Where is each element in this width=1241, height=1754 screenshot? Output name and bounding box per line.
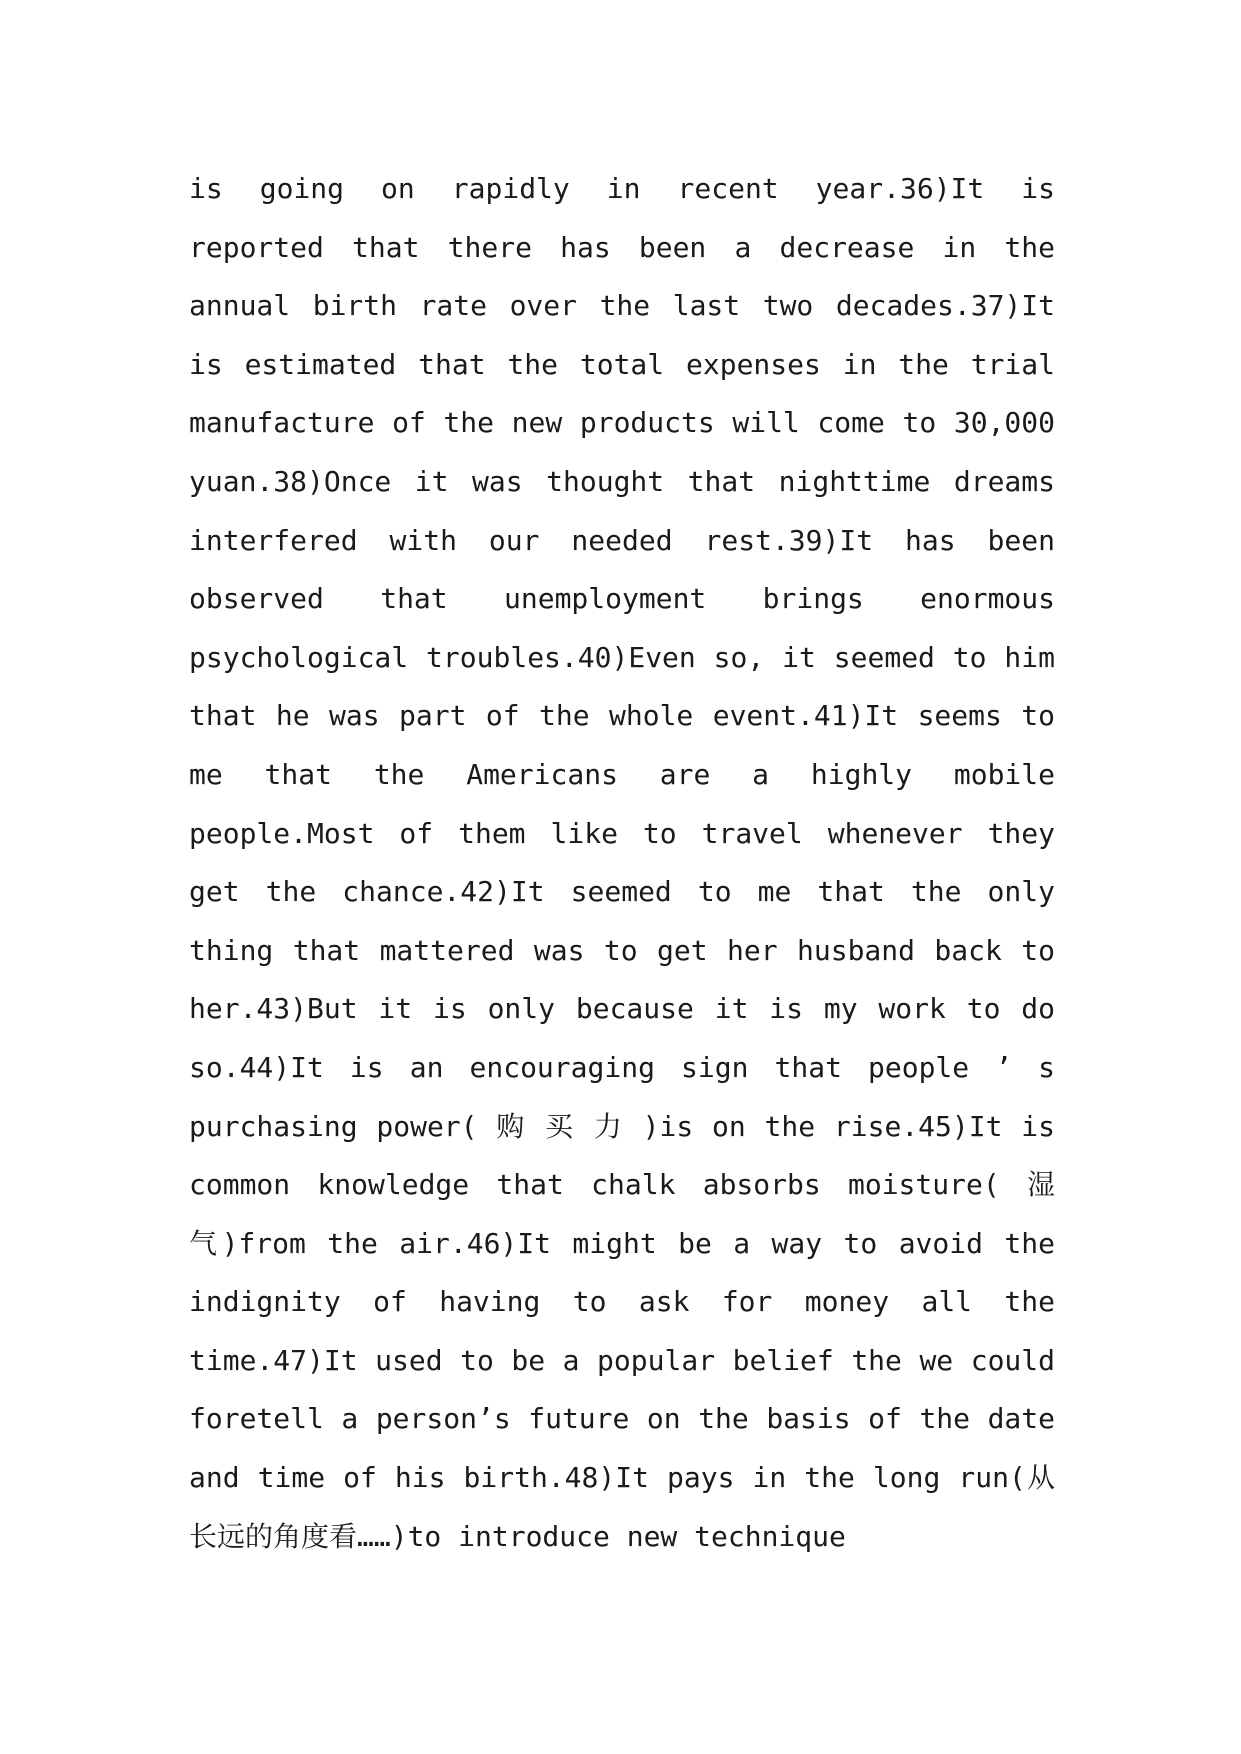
text-line: interfered with our needed rest.39)It has been	[189, 523, 1055, 557]
text-line: 气)from the air.46)It might be a way to avoid the	[189, 1226, 1055, 1260]
text-line: manufacture of the new products will come to 30,000	[189, 406, 1055, 440]
text-line: get the chance.42)It seemed to me that the only	[189, 875, 1055, 909]
text-line: reported that there has been a decrease in the	[189, 230, 1055, 264]
text-line: annual birth rate over the last two decades.37)It	[189, 289, 1055, 323]
text-line: so.44)It is an encouraging sign that people ’ s	[189, 1050, 1055, 1084]
text-line: is going on rapidly in recent year.36)It is	[189, 172, 1055, 205]
text-line: indignity of having to ask for money all the	[189, 1285, 1055, 1319]
body-text	[189, 160, 1055, 1566]
text-line: and time of his birth.48)It pays in the long run(从	[189, 1461, 1055, 1495]
text-line: thing that mattered was to get her husband back to	[189, 933, 1055, 967]
text-line: time.47)It used to be a popular belief the we could	[189, 1343, 1055, 1377]
text-line: psychological troubles.40)Even so, it seemed to him	[189, 640, 1055, 674]
text-line: foretell a person’s future on the basis of the date	[189, 1402, 1055, 1436]
text-line: yuan.38)Once it was thought that nighttime dreams	[189, 464, 1055, 498]
text-line: observed that unemployment brings enormous	[189, 582, 1055, 616]
text-line: common knowledge that chalk absorbs moisture( 湿	[189, 1168, 1055, 1202]
text-line: purchasing power( 购 买 力 )is on the rise.45)It is	[189, 1109, 1055, 1143]
text-line: me that the Americans are a highly mobile	[189, 757, 1055, 791]
text-line: is estimated that the total expenses in the trial	[189, 347, 1055, 381]
text-line: that he was part of the whole event.41)It seems to	[189, 699, 1055, 733]
text-line: her.43)But it is only because it is my work to do	[189, 992, 1055, 1026]
text-line: people.Most of them like to travel whenever they	[189, 816, 1055, 850]
text-line: 长远的角度看……)to introduce new technique	[189, 1519, 846, 1553]
